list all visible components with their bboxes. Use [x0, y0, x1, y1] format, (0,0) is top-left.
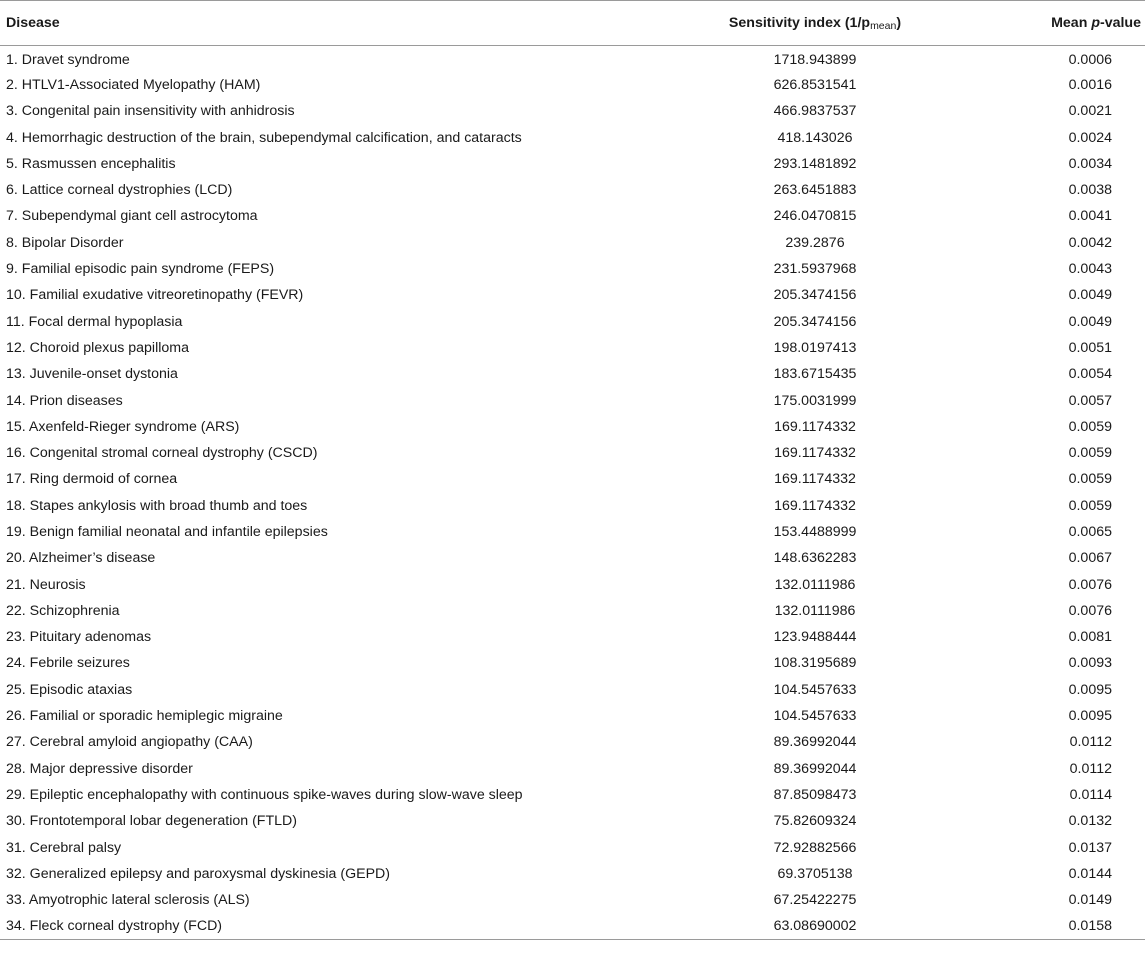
cell-sensitivity-index: 148.6362283	[773, 550, 857, 567]
cell-disease: 14. Prion diseases	[6, 392, 123, 409]
cell-disease: 4. Hemorrhagic destruction of the brain, subependymal calcification, and cataracts	[6, 129, 522, 146]
cell-mean-p-value: 0.0049	[1068, 287, 1112, 304]
table-row	[0, 519, 1145, 545]
cell-mean-p-value: 0.0158	[970, 913, 1145, 939]
table-row	[0, 545, 1145, 571]
cell-mean-p-value: 0.0112	[1069, 734, 1112, 751]
table-row	[0, 703, 1145, 729]
cell-sensitivity-index: 75.82609324	[773, 813, 857, 830]
pvalue-header-italic: p	[1091, 15, 1100, 31]
cell-disease: 21. Neurosis	[6, 576, 86, 593]
cell-mean-p-value: 0.0049	[1068, 313, 1112, 330]
cell-disease: 16. Congenital stromal corneal dystrophy (CSCD)	[6, 445, 318, 462]
table-row	[0, 677, 1145, 703]
column-header-sensitivity-index	[660, 1, 970, 46]
cell-disease: 34. Fleck corneal dystrophy (FCD)	[0, 913, 660, 939]
table-row	[0, 308, 1145, 334]
table-row	[0, 624, 1145, 650]
table-row	[0, 650, 1145, 676]
cell-sensitivity-index: 153.4488999	[773, 523, 857, 540]
table-row	[0, 598, 1145, 624]
cell-mean-p-value: 0.0006	[1068, 52, 1112, 69]
cell-disease: 9. Familial episodic pain syndrome (FEPS)	[6, 261, 275, 278]
cell-disease: 7. Subependymal giant cell astrocytoma	[6, 208, 258, 225]
table-row	[0, 808, 1145, 834]
cell-mean-p-value: 0.0144	[1068, 865, 1112, 882]
cell-disease: 18. Stapes ankylosis with broad thumb and toes	[6, 497, 308, 514]
cell-sensitivity-index: 183.6715435	[773, 366, 857, 383]
cell-sensitivity-index: 1718.943899	[773, 52, 857, 69]
cell-disease: 20. Alzheimer’s disease	[6, 550, 156, 567]
cell-mean-p-value: 0.0057	[1068, 392, 1112, 409]
cell-mean-p-value: 0.0081	[1068, 629, 1112, 646]
sensitivity-header-subscript: mean	[870, 19, 897, 32]
cell-disease: 11. Focal dermal hypoplasia	[6, 313, 183, 330]
cell-mean-p-value: 0.0132	[1068, 813, 1112, 830]
cell-disease: 10. Familial exudative vitreoretinopathy (FEVR)	[6, 287, 304, 304]
table-row	[0, 493, 1145, 519]
table-row	[0, 72, 1145, 98]
cell-disease: 19. Benign familial neonatal and infantile epilepsies	[6, 523, 328, 540]
sensitivity-header-suffix: )	[896, 14, 902, 31]
cell-mean-p-value: 0.0059	[1068, 471, 1112, 488]
cell-disease: 28. Major depressive disorder	[6, 760, 193, 777]
cell-disease: 30. Frontotemporal lobar degeneration (FTLD)	[6, 813, 297, 830]
table-row	[0, 861, 1145, 887]
cell-sensitivity-index: 104.5457633	[773, 681, 857, 698]
cell-mean-p-value: 0.0024	[1068, 129, 1112, 146]
table-row	[0, 124, 1145, 150]
cell-sensitivity-index: 246.0470815	[773, 208, 857, 225]
cell-disease: 26. Familial or sporadic hemiplegic migraine	[6, 708, 283, 725]
table-row	[0, 177, 1145, 203]
table-row	[0, 834, 1145, 860]
cell-sensitivity-index: 104.5457633	[773, 708, 857, 725]
cell-disease: 33. Amyotrophic lateral sclerosis (ALS)	[6, 892, 250, 909]
cell-sensitivity-index: 169.1174332	[774, 445, 856, 462]
cell-mean-p-value: 0.0021	[1068, 103, 1112, 120]
cell-sensitivity-index: 72.92882566	[773, 839, 857, 856]
table-row	[0, 913, 1145, 939]
sensitivity-header-prefix: Sensitivity index (1/p	[728, 14, 871, 31]
cell-sensitivity-index: 69.3705138	[777, 865, 853, 882]
cell-mean-p-value: 0.0067	[1068, 550, 1112, 567]
cell-sensitivity-index: 198.0197413	[773, 339, 857, 356]
cell-mean-p-value: 0.0038	[1068, 182, 1112, 199]
cell-sensitivity-index: 89.36992044	[773, 734, 857, 751]
cell-disease: 2. HTLV1-Associated Myelopathy (HAM)	[6, 76, 261, 93]
cell-disease: 5. Rasmussen encephalitis	[6, 155, 176, 172]
cell-sensitivity-index: 123.9488444	[773, 629, 857, 646]
cell-sensitivity-index: 175.0031999	[773, 392, 857, 409]
pvalue-header-suffix: -value	[1099, 15, 1141, 31]
cell-sensitivity-index: 89.36992044	[773, 760, 857, 777]
cell-mean-p-value: 0.0095	[1068, 708, 1112, 725]
cell-mean-p-value: 0.0095	[1068, 681, 1112, 698]
cell-disease: 15. Axenfeld-Rieger syndrome (ARS)	[6, 418, 240, 435]
cell-sensitivity-index: 231.5937968	[773, 261, 857, 278]
cell-sensitivity-index: 626.8531541	[773, 76, 857, 93]
table-row	[0, 98, 1145, 124]
cell-mean-p-value: 0.0059	[1068, 418, 1112, 435]
cell-sensitivity-index: 169.1174332	[774, 471, 856, 488]
cell-disease: 25. Episodic ataxias	[6, 681, 133, 698]
column-header-disease: Disease	[0, 1, 660, 46]
cell-mean-p-value: 0.0034	[1068, 155, 1112, 172]
cell-sensitivity-index: 132.0111986	[774, 602, 856, 619]
cell-mean-p-value: 0.0093	[1068, 655, 1112, 672]
cell-sensitivity-index: 205.3474156	[773, 287, 857, 304]
table-row	[0, 361, 1145, 387]
cell-disease: 24. Febrile seizures	[6, 655, 130, 672]
table-row	[0, 203, 1145, 229]
table-row	[0, 414, 1145, 440]
cell-mean-p-value: 0.0059	[1068, 445, 1112, 462]
cell-mean-p-value: 0.0076	[1068, 602, 1112, 619]
header-row	[0, 1, 1145, 46]
table-row	[0, 151, 1145, 177]
table-header	[0, 1, 1145, 46]
cell-disease: 22. Schizophrenia	[6, 602, 120, 619]
table-row	[0, 782, 1145, 808]
cell-sensitivity-index: 169.1174332	[774, 497, 856, 514]
cell-sensitivity-index: 263.6451883	[773, 182, 857, 199]
cell-mean-p-value: 0.0114	[1069, 786, 1112, 803]
cell-sensitivity-index: 293.1481892	[773, 155, 857, 172]
cell-disease: 13. Juvenile-onset dystonia	[6, 366, 178, 383]
table-row	[0, 335, 1145, 361]
table-body	[0, 46, 1145, 940]
cell-disease: 29. Epileptic encephalopathy with continuous spike-waves during slow-wave sleep	[6, 786, 523, 803]
cell-sensitivity-index: 63.08690002	[660, 913, 970, 939]
table-row	[0, 440, 1145, 466]
cell-sensitivity-index: 108.3195689	[773, 655, 857, 672]
cell-disease: 12. Choroid plexus papilloma	[6, 339, 189, 356]
table-row	[0, 571, 1145, 597]
cell-disease: 6. Lattice corneal dystrophies (LCD)	[6, 182, 233, 199]
cell-sensitivity-index: 466.9837537	[773, 103, 857, 120]
cell-sensitivity-index: 67.25422275	[773, 892, 857, 909]
column-header-mean-p-value	[970, 1, 1145, 46]
cell-mean-p-value: 0.0054	[1068, 366, 1112, 383]
cell-sensitivity-index: 239.2876	[785, 234, 845, 251]
table-row	[0, 282, 1145, 308]
cell-mean-p-value: 0.0042	[1068, 234, 1112, 251]
table-row	[0, 729, 1145, 755]
cell-disease: 32. Generalized epilepsy and paroxysmal dyskinesia (GEPD)	[6, 865, 391, 882]
table-row	[0, 256, 1145, 282]
table-row	[0, 756, 1145, 782]
cell-mean-p-value: 0.0065	[1068, 523, 1112, 540]
cell-sensitivity-index: 205.3474156	[773, 313, 857, 330]
cell-sensitivity-index: 169.1174332	[774, 418, 856, 435]
cell-mean-p-value: 0.0137	[1068, 839, 1112, 856]
cell-disease: 1. Dravet syndrome	[6, 52, 130, 69]
table-row	[0, 387, 1145, 413]
cell-mean-p-value: 0.0051	[1068, 339, 1112, 356]
pvalue-header-prefix: Mean	[1051, 15, 1092, 31]
cell-mean-p-value: 0.0112	[1069, 760, 1112, 777]
cell-mean-p-value: 0.0059	[1068, 497, 1112, 514]
cell-sensitivity-index: 418.143026	[777, 129, 853, 146]
cell-sensitivity-index: 132.0111986	[774, 576, 856, 593]
cell-mean-p-value: 0.0043	[1068, 261, 1112, 278]
cell-mean-p-value: 0.0041	[1068, 208, 1112, 225]
cell-disease: 23. Pituitary adenomas	[6, 629, 152, 646]
cell-disease: 8. Bipolar Disorder	[6, 234, 124, 251]
cell-disease: 31. Cerebral palsy	[6, 839, 122, 856]
table-row	[0, 466, 1145, 492]
cell-disease: 27. Cerebral amyloid angiopathy (CAA)	[6, 734, 253, 751]
cell-mean-p-value: 0.0076	[1068, 576, 1112, 593]
cell-mean-p-value: 0.0016	[1068, 76, 1112, 93]
table-row	[0, 887, 1145, 913]
table-row	[0, 230, 1145, 256]
table-row	[0, 46, 1145, 72]
cell-disease: 17. Ring dermoid of cornea	[6, 471, 178, 488]
cell-sensitivity-index: 87.85098473	[773, 786, 857, 803]
cell-mean-p-value: 0.0149	[1068, 892, 1112, 909]
cell-disease: 3. Congenital pain insensitivity with anhidrosis	[6, 103, 295, 120]
